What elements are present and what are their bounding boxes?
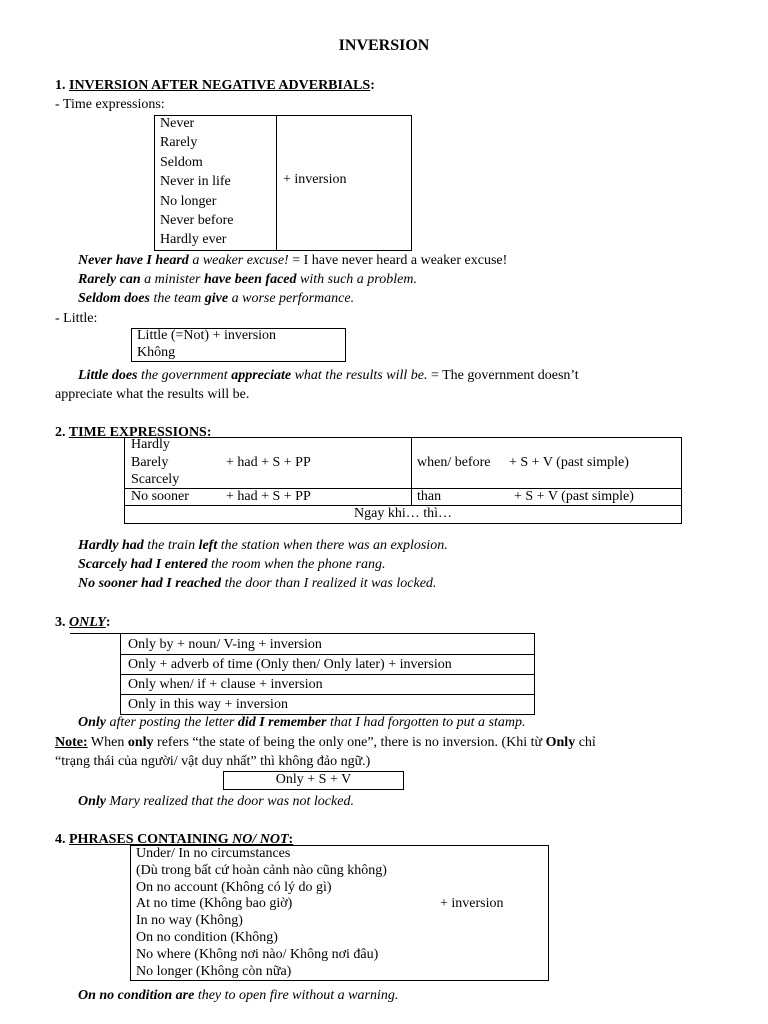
past-simple-rule: + S + V (past simple) bbox=[509, 455, 629, 470]
phrase-item: No where (Không nơi nào/ Không nơi đâu) bbox=[136, 946, 379, 962]
had-rule: + had + S + PP bbox=[226, 455, 311, 470]
only-svo-rule: Only + S + V bbox=[275, 772, 352, 787]
example-sentence: Seldom does the team give a worse performance. bbox=[78, 291, 355, 306]
adverbial-item: Never before bbox=[160, 213, 234, 228]
example-sentence: On no condition are they to open fire without a warning. bbox=[78, 988, 399, 1003]
note-label: Note: bbox=[55, 735, 88, 750]
time-expressions-label: - Time expressions: bbox=[55, 97, 165, 112]
time-word: Barely bbox=[131, 455, 169, 470]
adverbials-table bbox=[154, 115, 412, 251]
section-2-title: TIME EXPRESSIONS: bbox=[68, 425, 212, 440]
inversion-rule: + inversion bbox=[283, 172, 347, 187]
section-3-heading: 3. ONLY: bbox=[55, 615, 111, 630]
meaning-row: Ngay khi… thì… bbox=[354, 506, 452, 521]
section-1-heading bbox=[55, 77, 375, 94]
time-expressions-table bbox=[124, 437, 682, 524]
adverbial-item: No longer bbox=[160, 193, 217, 209]
example-sentence: Only Mary realized that the door was not locked. bbox=[78, 794, 354, 809]
phrase-item: At no time (Không bao giờ) bbox=[136, 896, 293, 912]
phrase-item: In no way (Không) bbox=[136, 913, 243, 929]
example-sentence: Rarely can a minister have been faced with such a problem. bbox=[78, 272, 417, 287]
example-sentence: No sooner had I reached the door than I realized it was locked. bbox=[78, 576, 437, 591]
time-word: Scarcely bbox=[131, 472, 180, 487]
adverbial-item: Never in life bbox=[160, 174, 231, 190]
no-not-table bbox=[130, 845, 549, 981]
only-table bbox=[120, 633, 535, 715]
phrase-item: On no account (Không có lý do gì) bbox=[136, 879, 332, 895]
only-rule: Only by + noun/ V-ing + inversion bbox=[128, 637, 322, 652]
table-divider bbox=[276, 116, 277, 250]
only-table-lead-line bbox=[70, 633, 121, 634]
little-label: - Little: bbox=[55, 311, 98, 326]
phrase-item: (Dù trong bất cứ hoàn cảnh nào cũng không) bbox=[136, 862, 387, 878]
phrase-item: No longer (Không còn nữa) bbox=[136, 963, 292, 979]
phrase-item: Under/ In no circumstances bbox=[136, 846, 291, 861]
only-rule: Only in this way + inversion bbox=[128, 697, 288, 712]
section-1-number: 1. bbox=[55, 78, 69, 93]
section-1-title: INVERSION AFTER NEGATIVE ADVERBIALS bbox=[69, 78, 371, 93]
example-sentence: Hardly had the train left the station when there was an explosion. bbox=[78, 538, 448, 553]
example-sentence-cont: appreciate what the results will be. bbox=[55, 387, 250, 402]
page-title: INVERSION bbox=[338, 37, 430, 54]
note-line-cont: “trạng thái của người/ vật duy nhất” thì không đảo ngữ.) bbox=[55, 754, 371, 769]
no-sooner: No sooner bbox=[131, 489, 189, 504]
example-sentence: Little does the government appreciate what the results will be. = The government doesn’t bbox=[78, 368, 579, 383]
section-4-heading: 4. PHRASES CONTAINING NO/ NOT: bbox=[55, 832, 294, 847]
when-before: when/ before bbox=[417, 455, 491, 470]
table-divider bbox=[411, 438, 412, 505]
adverbial-item: Rarely bbox=[160, 135, 198, 151]
than-word: than bbox=[417, 489, 442, 504]
adverbial-item: Seldom bbox=[160, 154, 203, 170]
past-simple-rule: + S + V (past simple) bbox=[514, 489, 634, 504]
little-rule: Little (=Not) + inversion bbox=[137, 328, 277, 343]
example-sentence: Only after posting the letter did I remember that I had forgotten to put a stamp. bbox=[78, 715, 526, 730]
had-rule: + had + S + PP bbox=[226, 489, 311, 504]
adverbial-item: Never bbox=[160, 116, 195, 131]
little-meaning: Không bbox=[137, 345, 176, 360]
section-2-heading: 2. TIME EXPRESSIONS: bbox=[55, 425, 212, 440]
inversion-rule: + inversion bbox=[440, 896, 504, 912]
section-1-colon: : bbox=[370, 78, 375, 93]
only-rule: Only when/ if + clause + inversion bbox=[128, 677, 323, 692]
note-line: Note: When only refers “the state of being the only one”, there is no inversion. (Khi từ Only chỉ bbox=[55, 735, 596, 750]
only-svo-box bbox=[223, 771, 404, 790]
time-word: Hardly bbox=[131, 437, 170, 452]
adverbial-item: Hardly ever bbox=[160, 232, 227, 248]
section-3-title: ONLY bbox=[69, 615, 106, 630]
phrase-item: On no condition (Không) bbox=[136, 930, 278, 945]
example-sentence: Never have I heard a weaker excuse! = I have never heard a weaker excuse! bbox=[78, 253, 508, 268]
section-4-title: PHRASES CONTAINING NO/ NOT: bbox=[69, 832, 294, 847]
only-rule: Only + adverb of time (Only then/ Only later) + inversion bbox=[128, 657, 452, 672]
little-rule-box bbox=[131, 328, 346, 362]
example-sentence: Scarcely had I entered the room when the phone rang. bbox=[78, 557, 386, 572]
